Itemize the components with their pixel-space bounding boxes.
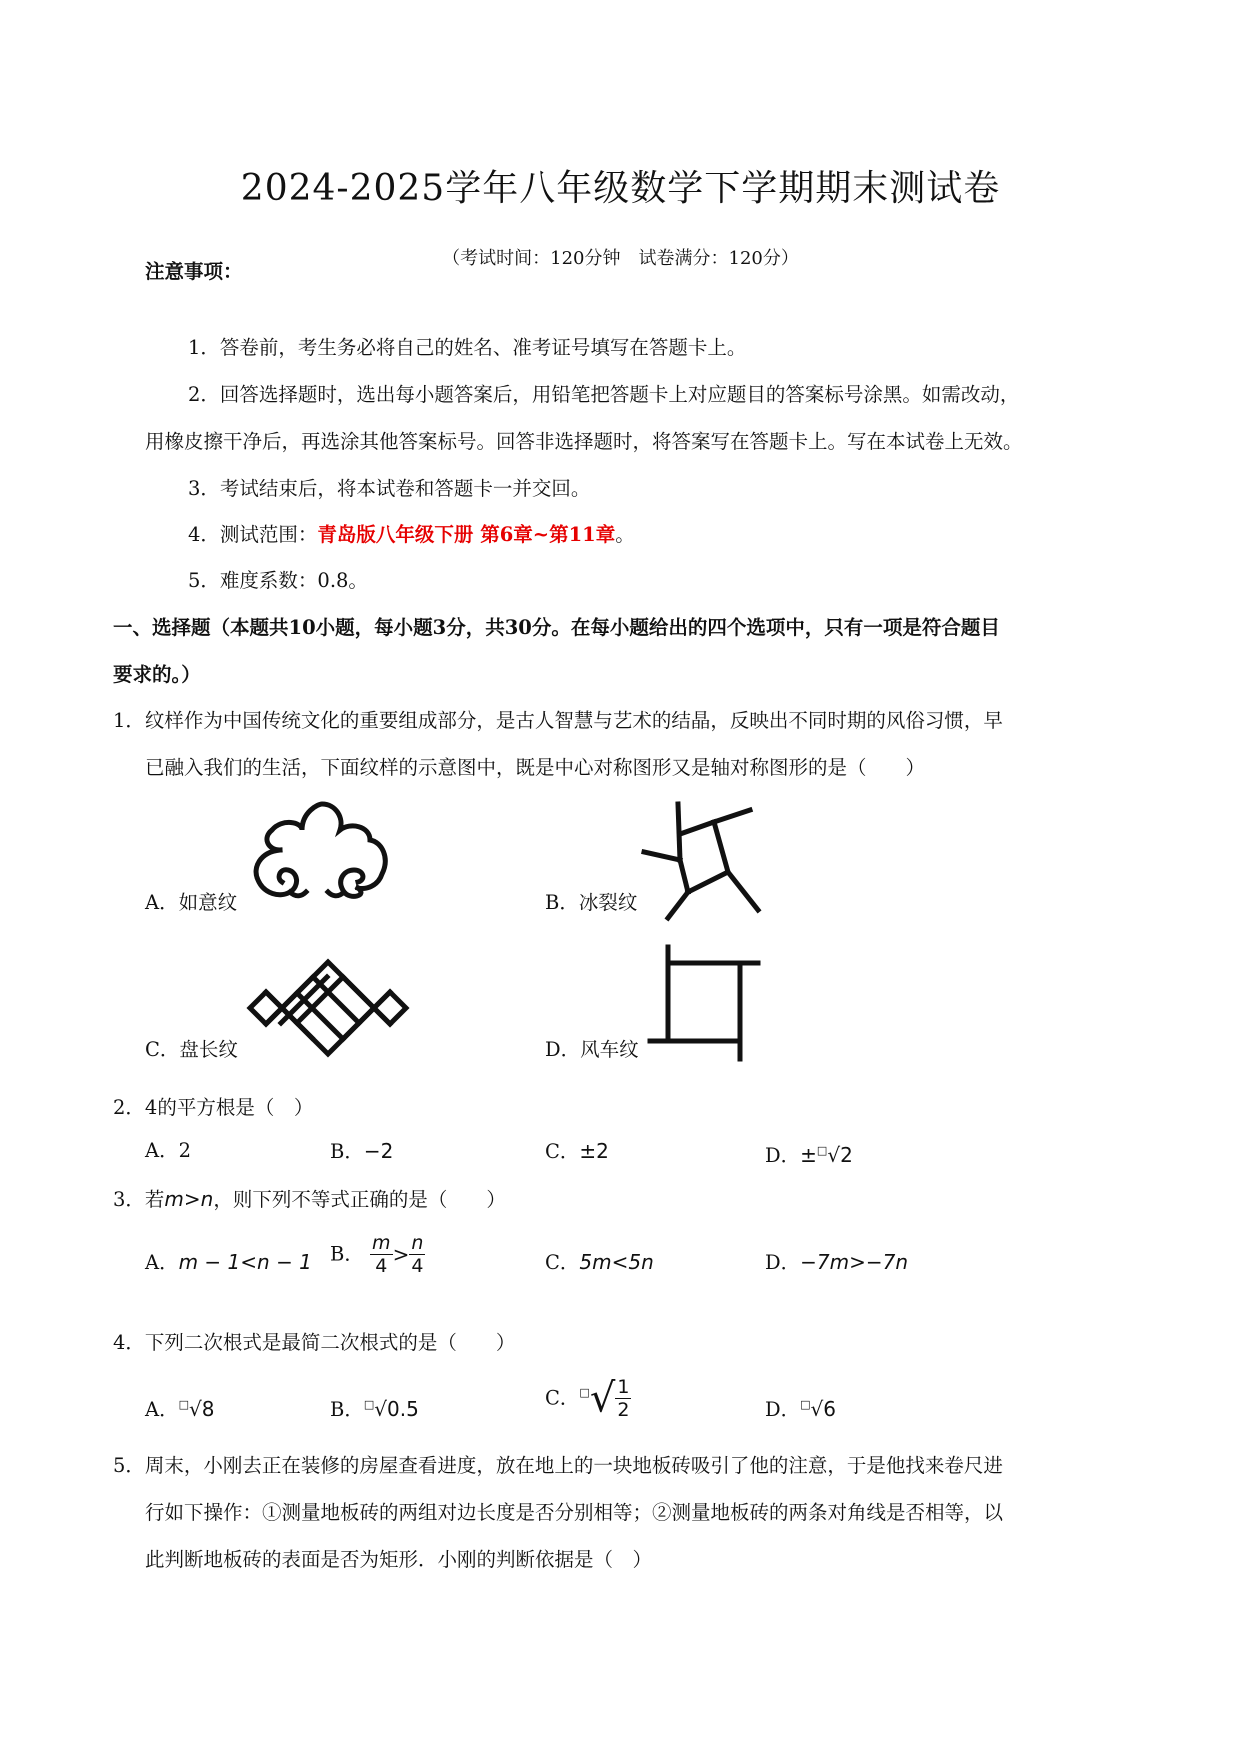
q3-b-right-numerator: n — [411, 1232, 424, 1254]
q2-option-b-label: B． — [330, 1140, 364, 1163]
exam-subtitle: （考试时间：120分钟 试卷满分：120分） — [442, 248, 799, 269]
notice-item-2-line-2: 用橡皮擦干净后，再选涂其他答案标号。回答非选择题时，将答案写在答题卡上。写在本试卷上无效。 — [145, 430, 1023, 453]
q3-option-b-left-fraction — [370, 1232, 393, 1277]
notice-item-1: 1．答卷前，考生务必将自己的姓名、准考证号填写在答题卡上。 — [188, 336, 747, 359]
q2-option-d-radicand: 2 — [840, 1143, 853, 1167]
notice-item-4-suffix: 。 — [615, 523, 635, 546]
q3-option-b[interactable] — [330, 1232, 425, 1277]
ruyi-pattern-icon — [240, 800, 400, 920]
q3-b-right-denominator: 4 — [411, 1255, 424, 1277]
q5-stem-line-1: 5．周末，小刚去正在装修的房屋查看进度，放在地上的一块地板砖吸引了他的注意，于是他找来卷尺进 — [113, 1454, 1003, 1477]
q3-stem — [113, 1185, 506, 1214]
exam-title: 2024-2025学年八年级数学下学期期末测试卷 — [240, 168, 1001, 209]
ice-crack-pattern-icon — [640, 800, 770, 920]
q2-option-d-sign: ± — [800, 1143, 817, 1167]
q3-option-c-label: C． — [545, 1251, 580, 1274]
q3-option-a[interactable] — [145, 1248, 312, 1277]
q1-option-a[interactable]: A．如意纹 — [145, 891, 238, 914]
q4-option-a-label: A． — [145, 1398, 179, 1421]
q2-option-b-value: −2 — [363, 1139, 394, 1163]
endless-knot-pattern-icon — [248, 960, 408, 1056]
q2-option-a-label: A． — [145, 1139, 179, 1162]
notice-heading: 注意事项： — [145, 260, 243, 283]
q4-option-b-radicand: 0.5 — [387, 1397, 419, 1421]
notice-item-4 — [188, 521, 635, 549]
q3-stem-math: m>n — [164, 1187, 214, 1211]
q2-option-c-value: ±2 — [579, 1139, 609, 1163]
q3-b-left-denominator: 4 — [375, 1255, 388, 1277]
q3-option-d-label: D． — [765, 1251, 801, 1274]
q1-stem-line-1: 1．纹样作为中国传统文化的重要组成部分，是古人智慧与艺术的结晶，反映出不同时期的风俗习惯，早 — [113, 709, 1003, 732]
q4-option-d-radicand: 6 — [823, 1397, 837, 1421]
section-1-heading-line-2: 要求的。） — [113, 663, 201, 686]
q4-option-b[interactable]: B．□√0.5 — [330, 1397, 419, 1421]
q4-stem: 4．下列二次根式是最简二次根式的是（ ） — [113, 1331, 516, 1354]
q2-option-a-value: 2 — [178, 1139, 192, 1162]
notice-item-5: 5．难度系数：0.8。 — [188, 569, 368, 592]
notice-item-2-line-1: 2．回答选择题时，选出每小题答案后，用铅笔把答题卡上对应题目的答案标号涂黑。如需改动， — [188, 383, 1020, 406]
q3-stem-suffix: ，则下列不等式正确的是（ ） — [213, 1188, 506, 1211]
q3-b-left-numerator: m — [372, 1232, 391, 1254]
q3-option-a-value: m − 1<n − 1 — [178, 1250, 312, 1274]
q2-stem: 2．4的平方根是（ ） — [113, 1096, 314, 1119]
q3-option-d[interactable] — [765, 1248, 908, 1277]
q1-option-c[interactable]: C．盘长纹 — [145, 1038, 238, 1061]
q5-stem-line-2: 行如下操作：①测量地板砖的两组对边长度是否分别相等；②测量地板砖的两条对角线是否相等，以 — [145, 1501, 1004, 1524]
q4-option-a-radicand: 8 — [201, 1397, 215, 1421]
q2-option-c-label: C． — [545, 1140, 580, 1163]
notice-item-4-prefix: 4．测试范围： — [188, 523, 318, 546]
q5-stem-line-3: 此判断地板砖的表面是否为矩形．小刚的判断依据是（ ） — [145, 1548, 653, 1571]
test-range: 青岛版八年级下册 第6章~第11章 — [317, 523, 616, 546]
q4-option-c-label: C． — [545, 1386, 580, 1410]
q3-option-b-right-fraction — [409, 1232, 425, 1277]
q4-option-a[interactable]: A．□√8 — [145, 1397, 215, 1421]
q3-option-c[interactable] — [545, 1248, 654, 1277]
q2-option-b[interactable] — [330, 1137, 393, 1166]
q4-option-c-numerator: 1 — [617, 1376, 630, 1398]
q1-option-b[interactable]: B．冰裂纹 — [545, 891, 638, 914]
q3-option-c-value: 5m<5n — [579, 1250, 654, 1274]
q3-option-d-value: −7m>−7n — [800, 1250, 909, 1274]
q2-option-d-label: D． — [765, 1144, 801, 1167]
q3-stem-prefix: 3．若 — [113, 1188, 165, 1211]
pinwheel-pattern-icon — [650, 945, 770, 1060]
q2-option-c[interactable] — [545, 1137, 609, 1166]
q3-option-b-label: B． — [330, 1242, 364, 1266]
q4-option-d[interactable]: D．□√6 — [765, 1397, 837, 1421]
q3-option-a-label: A． — [145, 1251, 179, 1274]
section-1-heading-line-1: 一、选择题（本题共10小题，每小题3分，共30分。在每小题给出的四个选项中，只有一项是符合题目 — [113, 616, 1000, 639]
q2-option-a[interactable] — [145, 1137, 191, 1165]
q4-option-d-label: D． — [765, 1398, 801, 1421]
q1-option-d[interactable]: D．风车纹 — [545, 1038, 639, 1061]
q2-option-d[interactable]: D．±□√2 — [765, 1143, 853, 1167]
q3-option-b-relation: > — [392, 1242, 410, 1267]
q1-stem-line-2: 已融入我们的生活，下面纹样的示意图中，既是中心对称图形又是轴对称图形的是（ ） — [145, 756, 926, 779]
q4-option-c[interactable]: C．□√ $\frac{1}{2}$ — [545, 1375, 630, 1422]
notice-item-3: 3．考试结束后，将本试卷和答题卡一并交回。 — [188, 477, 591, 500]
q4-option-c-denominator: 2 — [617, 1399, 630, 1421]
q4-option-b-label: B． — [330, 1398, 364, 1421]
q4-option-c-fraction — [615, 1376, 631, 1421]
